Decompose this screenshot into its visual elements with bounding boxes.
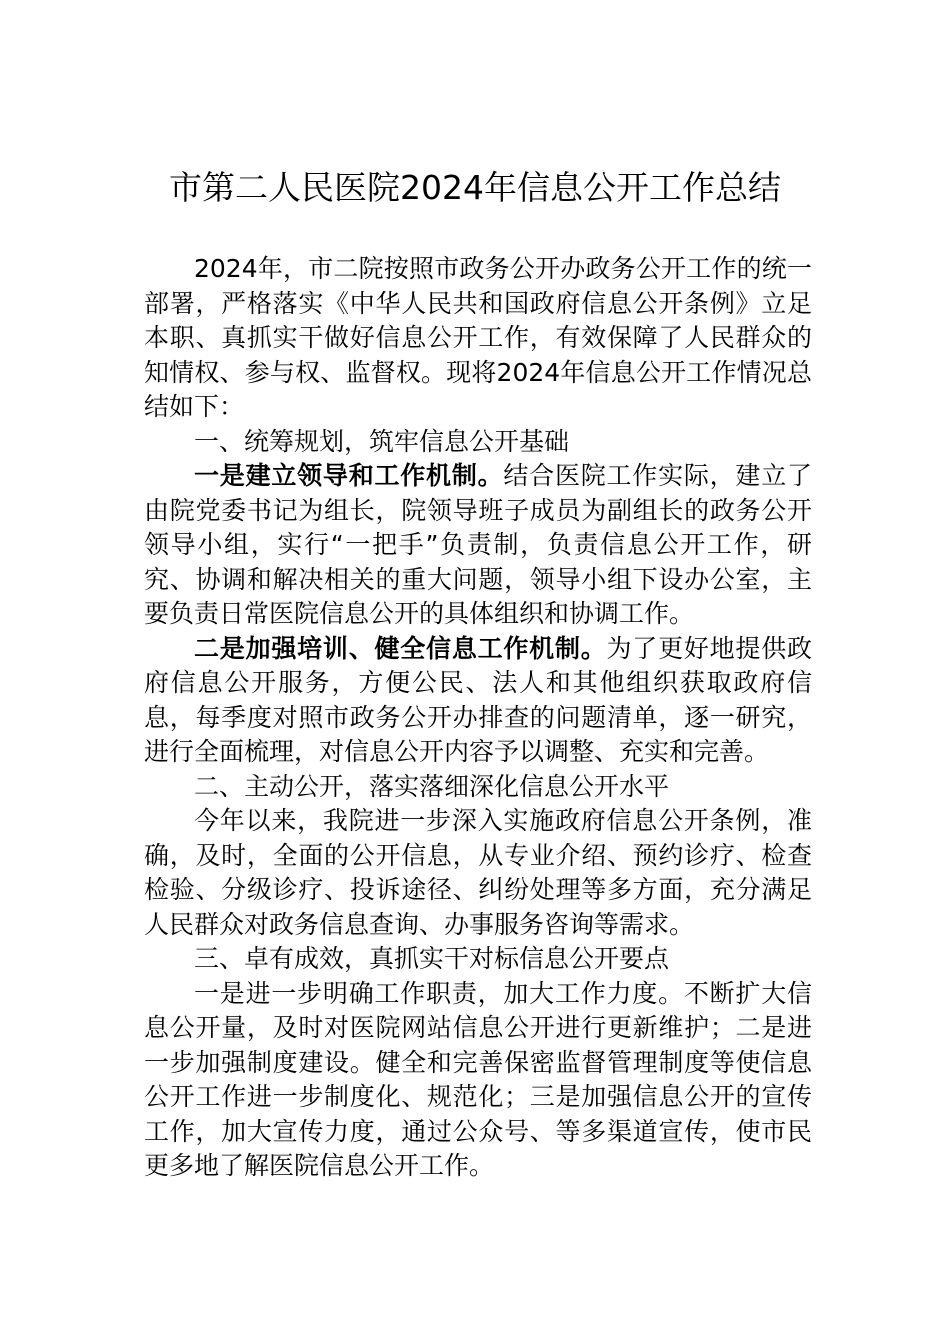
section-1-item-1-text: 结合医院工作实际，建立了由院党委书记为组长，院领导班子成员为副组长的政务公开领导小组，实行“一把手”负责制，负责信息公开工作，研究、协调和解决相关的重大问题，领导小组下设办公室，主要负责日常医院信息公开的具体组织和协调工作。 (144, 461, 812, 628)
section-1-item-2-lead: 二是加强培训、健全信息工作机制。 (194, 633, 607, 663)
intro-paragraph: 2024年，市二院按照市政务公开办政务公开工作的统一部署，严格落实《中华人民共和国政府信息公开条例》立足本职、真抓实干做好信息公开工作，有效保障了人民群众的知情权、参与权、监督权。现将2024年信息公开工作情况总结如下： (144, 254, 812, 421)
section-1-item-2 (144, 632, 812, 770)
document-body (144, 252, 812, 1184)
document-title: 市第二人民医院2024年信息公开工作总结 (169, 168, 781, 207)
section-1-item-1 (144, 459, 812, 632)
section-3-paragraph: 一是进一步明确工作职责，加大工作力度。不断扩大信息公开量，及时对医院网站信息公开进行更新维护；二是进一步加强制度建设。健全和完善保密监督管理制度等使信息公开工作进一步制度化、规范化；三是加强信息公开的宣传工作，加大宣传力度，通过公众号、等多渠道宣传，使市民更多地了解医院信息公开工作。 (144, 978, 812, 1180)
section-1-heading: 一、统筹规划，筑牢信息公开基础 (194, 426, 570, 456)
section-2-paragraph: 今年以来，我院进一步深入实施政府信息公开条例，准确，及时，全面的公开信息，从专业介绍、预约诊疗、检查检验、分级诊疗、投诉途径、纠纷处理等多方面，充分满足人民群众对政务信息查询、办事服务咨询等需求。 (144, 806, 812, 939)
section-2-heading: 二、主动公开，落实落细深化信息公开水平 (194, 771, 670, 801)
section-1-item-1-lead: 一是建立领导和工作机制。 (194, 461, 504, 490)
section-1-item-2-text: 为了更好地提供政府信息公开服务，方便公民、法人和其他组织获取政府信息，每季度对照市政务公开办排查的问题清单，逐一研究，进行全面梳理，对信息公开内容予以调整、充实和完善。 (144, 633, 812, 766)
section-3-heading: 三、卓有成效，真抓实干对标信息公开要点 (194, 944, 670, 973)
